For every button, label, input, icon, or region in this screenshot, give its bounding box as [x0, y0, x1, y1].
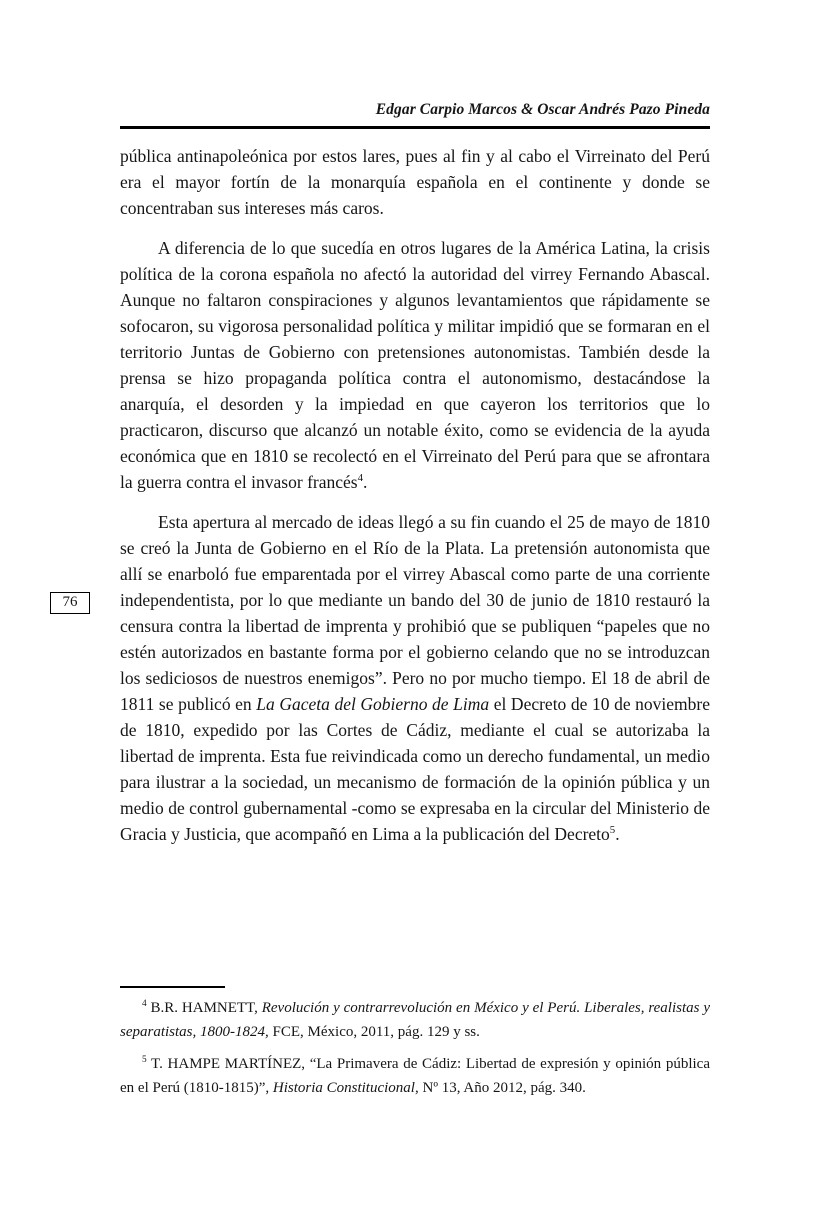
paragraph — [120, 143, 710, 221]
footnote-ref: 5 — [142, 1055, 147, 1065]
running-header — [120, 101, 710, 119]
paragraph — [120, 235, 710, 495]
page-number-box — [50, 592, 90, 614]
text-run: . — [363, 472, 368, 492]
header-authors: Edgar Carpio Marcos & Oscar Andrés Pazo Pineda — [375, 101, 710, 118]
text-run: Esta apertura al mercado de ideas llegó a su fin cuando el 25 de mayo de 1810 se creó la Junta de Gobierno en el Río de la Plata. La pretensión autonomista que allí se enarboló fue emparentada por el virrey Abascal como parte de una corriente independentista, por lo que mediante un bando del 30 de junio de 1810 restauró la censura contra la libertad de imprenta y prohibió que se publiquen “papeles que no estén autorizados en bastante forma por el gobierno celando que no se introduzcan los sediciosos de nuestros enemigos”. Pero no por mucho tiempo. El 18 de abril de 1811 se publicó en — [120, 512, 710, 714]
header-rule — [120, 126, 710, 129]
footnote-ref: 4 — [142, 999, 147, 1009]
text-run: FCE, México, 2011, pág. 129 y ss. — [268, 1023, 480, 1040]
footnote — [120, 997, 710, 1044]
italic-text: Historia Constitucional — [272, 1079, 415, 1096]
footnotes — [120, 997, 710, 1109]
footnote-ref: 5 — [609, 824, 616, 837]
text-run: T. HAMPE MARTÍNEZ, “La Primavera de Cádiz: Libertad de expresión y opinión pública en el Perú (1810-1815)”, — [120, 1056, 710, 1096]
footnote — [120, 1053, 710, 1100]
text-run: A diferencia de lo que sucedía en otros lugares de la América Latina, la crisis política de la corona española no afectó la autoridad del virrey Fernando Abascal. Aunque no faltaron conspiraciones y algunos levantamientos que rápidamente se sofocaron, su vigorosa personalidad política y militar impidió que se formaran en el territorio Juntas de Gobierno con pretensiones autonomistas. También desde la prensa se hizo propaganda política contra el autonomismo, destacándose la anarquía, el desorden y la impiedad en que cayeron los territorios que lo practicaron, discurso que alcanzó un notable éxito, como se evidencia de la ayuda económica que en 1810 se recolectó en el Virreinato del Perú para que se afrontara la guerra contra el invasor francés — [120, 238, 710, 492]
text-run: pública antinapoleónica por estos lares, pues al fin y al cabo el Virreinato del Perú era el mayor fortín de la monarquía española en el continente y donde se concentraban sus intereses más caros. — [120, 146, 710, 218]
text-run: B.R. HAMNETT, — [146, 1000, 262, 1016]
paragraph — [120, 509, 710, 847]
text-run: el Decreto de 10 de noviembre de 1810, expedido por las Cortes de Cádiz, mediante el cual se autorizaba la libertad de imprenta. Esta fue reivindicada como un derecho fundamental, un medio para ilustrar a la sociedad, un mecanismo de formación de la opinión pública y un medio de control gubernamental -como se expresaba en la circular del Ministerio de Gracia y Justicia, que acompañó en Lima a la publicación del Decreto — [120, 694, 710, 844]
footnote-rule — [120, 986, 225, 988]
italic-text: Revolución y contrarrevolución en México y el Perú. Liberales, realistas y separatistas, 1800-1824, — [120, 1000, 710, 1040]
page-number: 76 — [62, 594, 78, 610]
footnote-ref: 4 — [357, 472, 364, 485]
italic-text: La Gaceta del Gobierno de Lima — [256, 694, 490, 714]
text-run: . — [615, 824, 620, 844]
body-text — [120, 143, 710, 861]
text-run: , Nº 13, Año 2012, pág. 340. — [414, 1079, 586, 1096]
